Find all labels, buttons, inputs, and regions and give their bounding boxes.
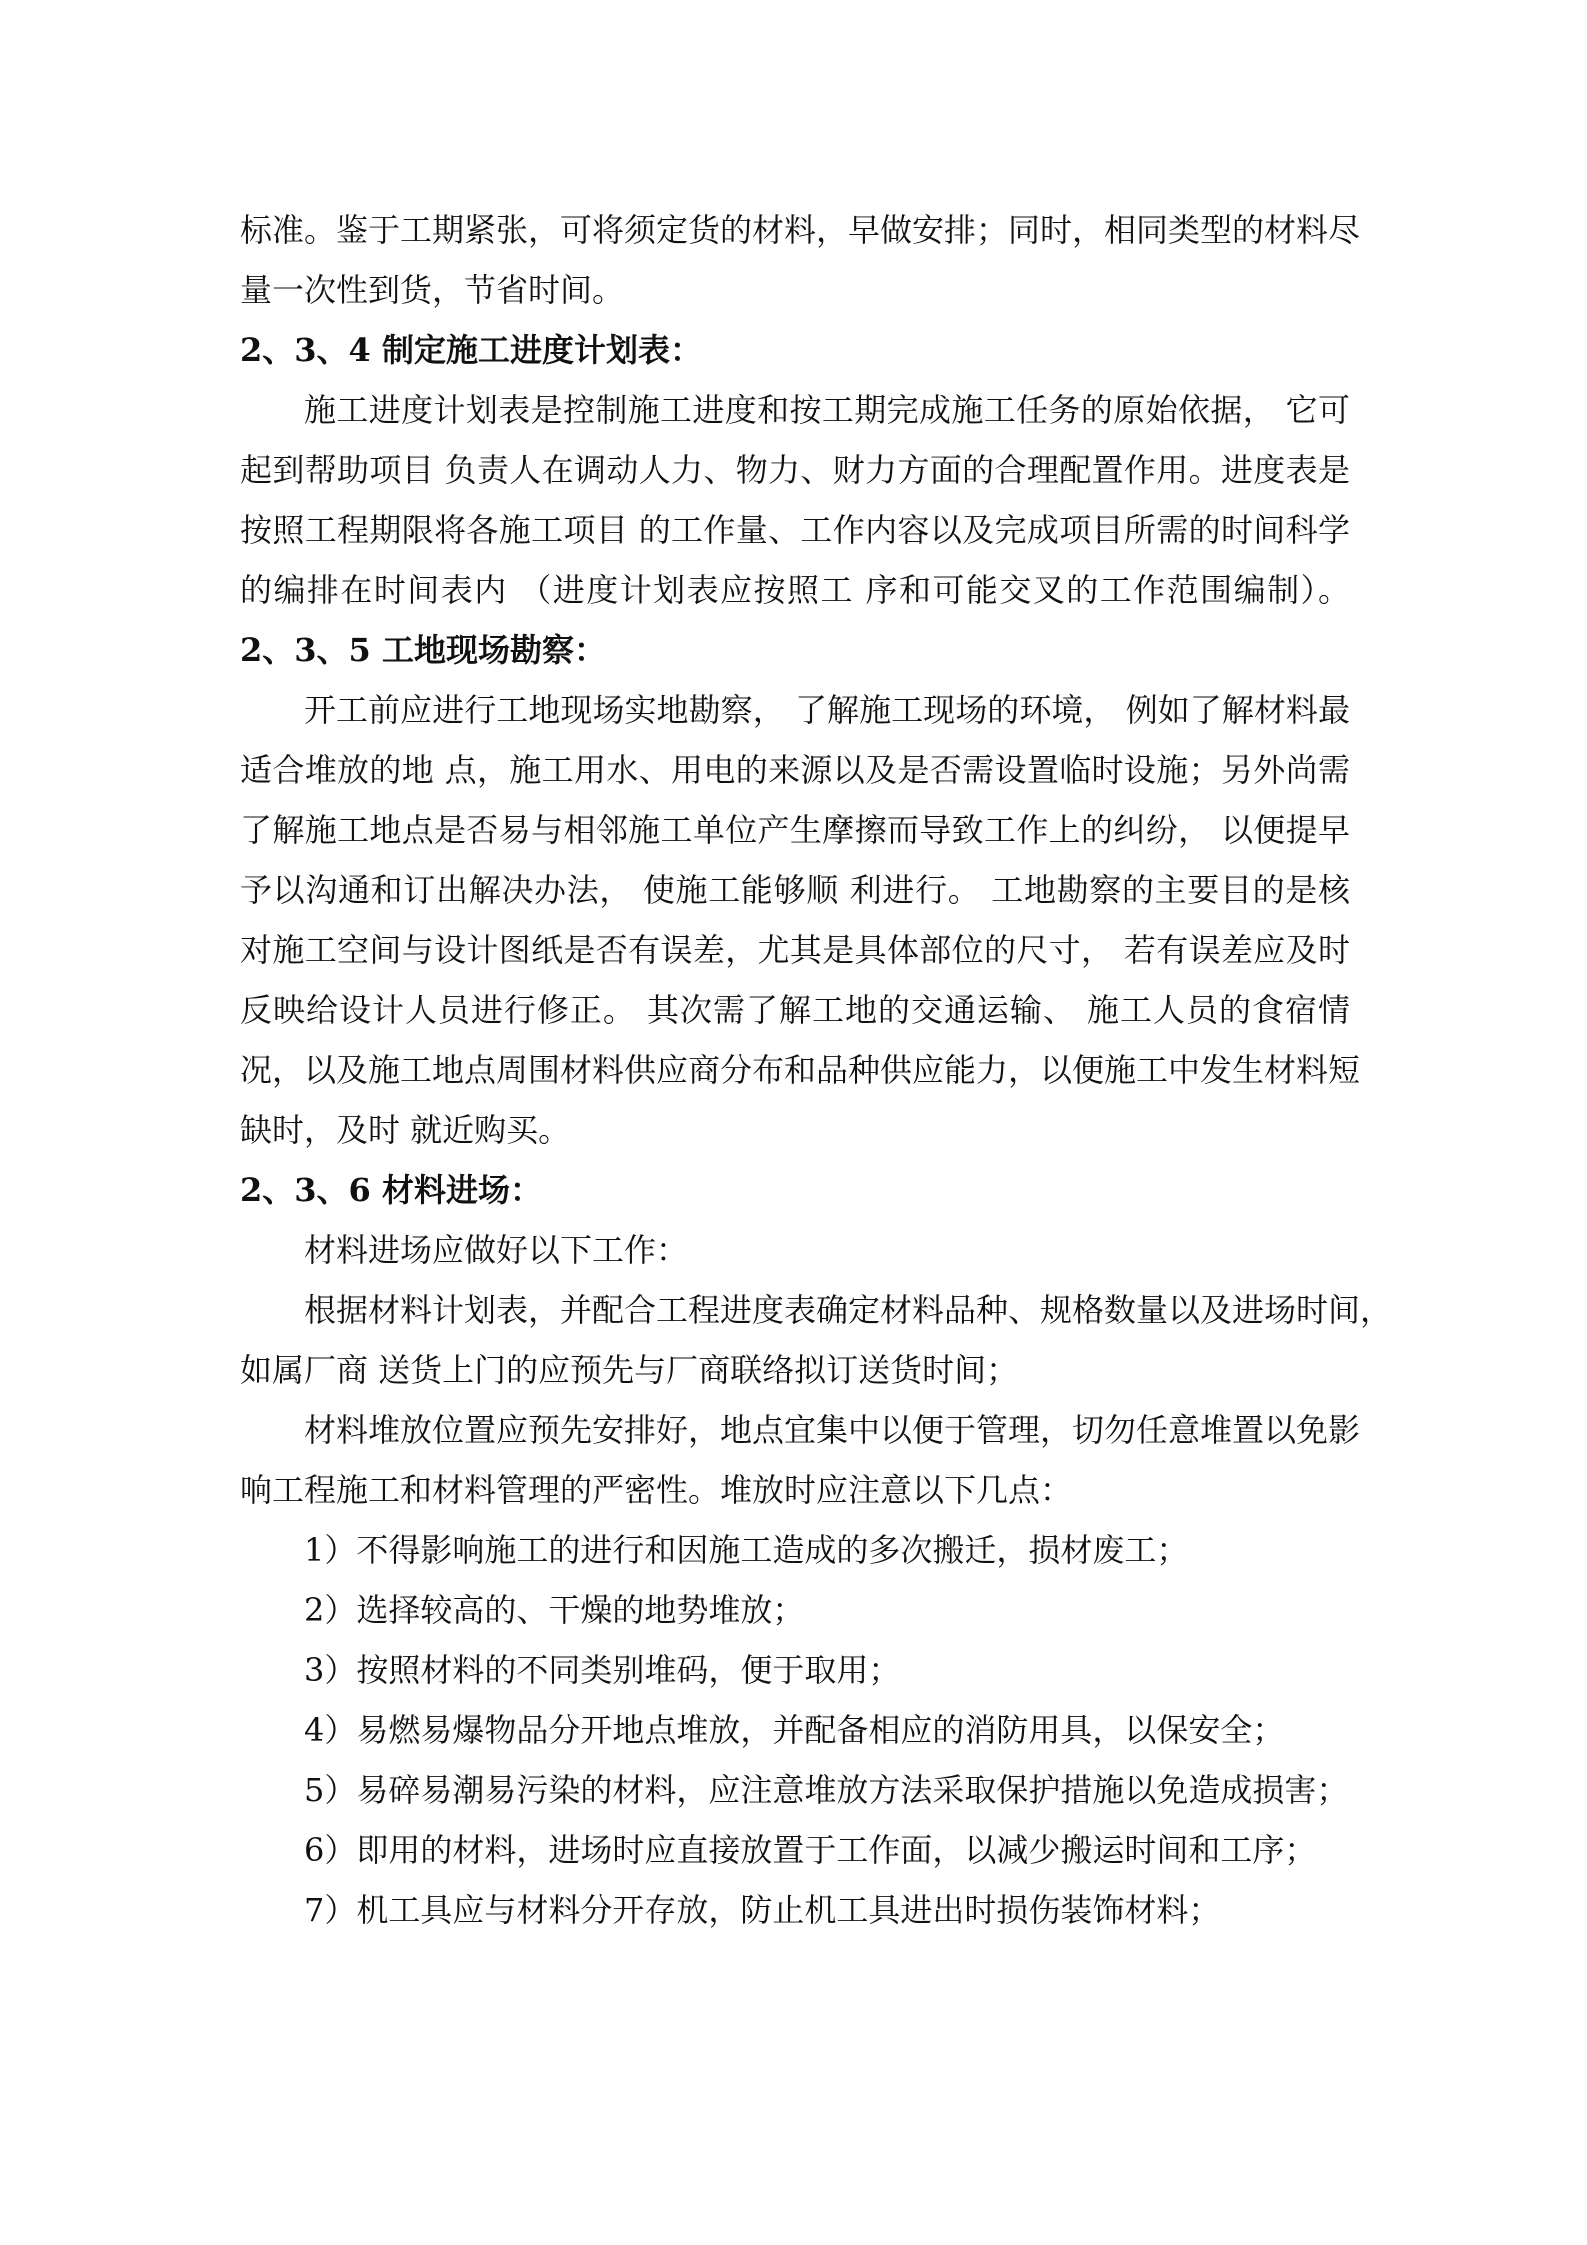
- paragraph-line: 的编排在时间表内 （进度计划表应按照工 序和可能交叉的工作范围编制）。: [240, 571, 1350, 609]
- paragraph-line: 适合堆放的地 点，施工用水、用电的来源以及是否需设置临时设施；另外尚需: [240, 751, 1350, 789]
- paragraph-line: 对施工空间与设计图纸是否有误差，尤其是具体部位的尺寸， 若有误差应及时: [240, 931, 1350, 969]
- list-item: 5）易碎易潮易污染的材料，应注意堆放方法采取保护措施以免造成损害；: [304, 1771, 1349, 1809]
- paragraph-line: 材料进场应做好以下工作：: [304, 1231, 689, 1269]
- paragraph-line: 缺时，及时 就近购买。: [240, 1111, 571, 1149]
- paragraph-line: 按照工程期限将各施工项目 的工作量、工作内容以及完成项目所需的时间科学: [240, 511, 1350, 549]
- paragraph-line: 响工程施工和材料管理的严密性。堆放时应注意以下几点：: [240, 1471, 1073, 1509]
- paragraph-line: 反映给设计人员进行修正。 其次需了解工地的交通运输、 施工人员的食宿情: [240, 991, 1350, 1029]
- section-heading: 2、3、4 制定施工进度计划表：: [240, 331, 702, 369]
- list-item: 1）不得影响施工的进行和因施工造成的多次搬迁，损材废工；: [304, 1531, 1189, 1569]
- paragraph-line: 施工进度计划表是控制施工进度和按工期完成施工任务的原始依据， 它可: [304, 391, 1350, 429]
- section-heading: 2、3、5 工地现场勘察：: [240, 631, 606, 669]
- paragraph-line: 如属厂商 送货上门的应预先与厂商联络拟订送货时间；: [240, 1351, 1019, 1389]
- paragraph-line: 了解施工地点是否易与相邻施工单位产生摩擦而导致工作上的纠纷， 以便提早: [240, 811, 1350, 849]
- list-item: 6）即用的材料，进场时应直接放置于工作面，以减少搬运时间和工序；: [304, 1831, 1317, 1869]
- section-heading: 2、3、6 材料进场：: [240, 1171, 542, 1209]
- paragraph-line: 开工前应进行工地现场实地勘察， 了解施工现场的环境， 例如了解材料最: [304, 691, 1350, 729]
- paragraph-line: 起到帮助项目 负责人在调动人力、物力、财力方面的合理配置作用。进度表是: [240, 451, 1350, 489]
- list-item: 2）选择较高的、干燥的地势堆放；: [304, 1591, 805, 1629]
- list-item: 7）机工具应与材料分开存放，防止机工具进出时损伤装饰材料；: [304, 1891, 1221, 1929]
- paragraph-line: 根据材料计划表，并配合工程进度表确定材料品种、规格数量以及进场时间，: [304, 1291, 1393, 1329]
- list-item: 4）易燃易爆物品分开地点堆放，并配备相应的消防用具，以保安全；: [304, 1711, 1285, 1749]
- paragraph-line: 材料堆放位置应预先安排好，地点宜集中以便于管理，切勿任意堆置以免影: [304, 1411, 1361, 1449]
- paragraph-line: 况，以及施工地点周围材料供应商分布和品种供应能力，以便施工中发生材料短: [240, 1051, 1361, 1089]
- paragraph-line: 予以沟通和订出解决办法， 使施工能够顺 利进行。 工地勘察的主要目的是核: [240, 871, 1350, 909]
- paragraph-line: 标准。鉴于工期紧张，可将须定货的材料，早做安排；同时，相同类型的材料尽: [240, 211, 1361, 249]
- document-page: [240, 200, 1393, 1940]
- list-item: 3）按照材料的不同类别堆码，便于取用；: [304, 1651, 901, 1689]
- paragraph-line: 量一次性到货，节省时间。: [240, 271, 625, 309]
